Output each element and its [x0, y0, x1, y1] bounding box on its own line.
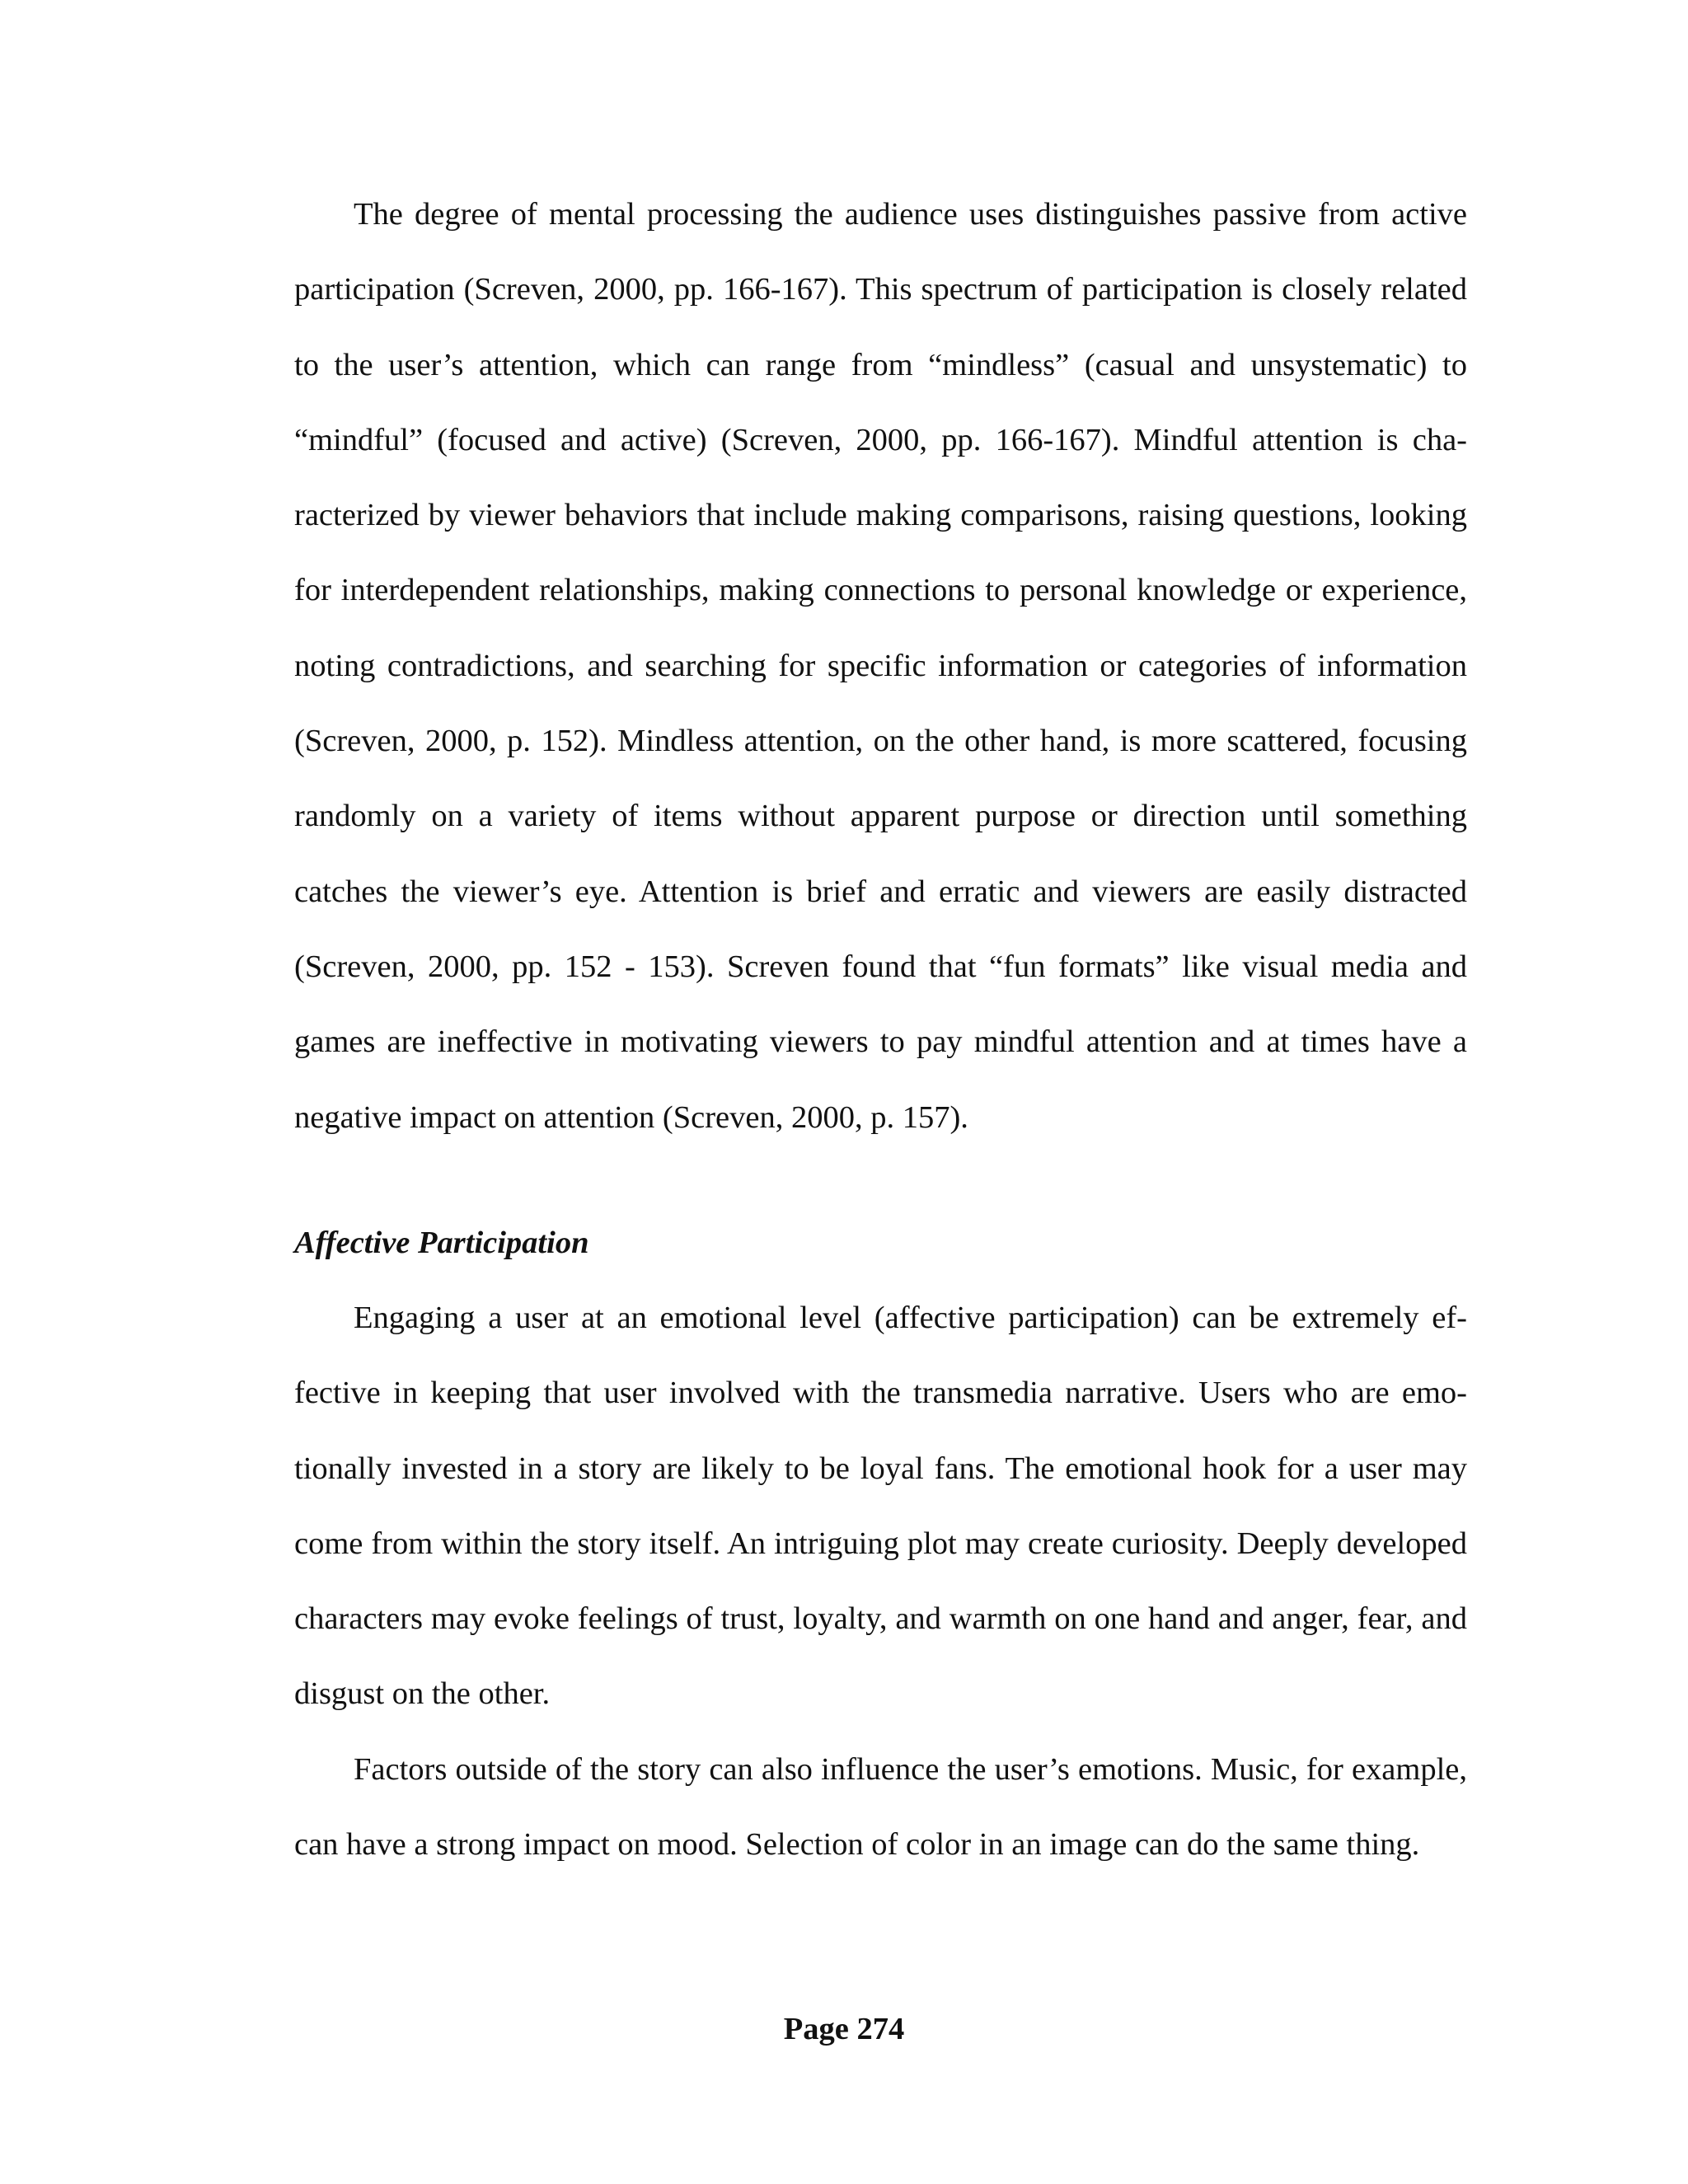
paragraph-external-factors: Factors outside of the story can also influence the user’s emotions. Music, for example, can have a strong impact on mood. Selection of color in an image can do the same thing. — [294, 1751, 1467, 1863]
section-body-attention — [294, 177, 1467, 1155]
section-body-affective — [294, 1281, 1467, 1882]
section-heading: Affective Participation — [294, 1226, 589, 1260]
page-number: Page 274 — [783, 2012, 905, 2046]
paragraph-affective-engagement: Engaging a user at an emotional level (affective participation) can be extremely effective in keeping that user involved with the transmedia narrative. Users who are emotionally invested in a story are likely to be loyal fans. The emotional hook for a user may come from within the story itself. An intriguing plot may create curiosity. Deeply developed characters may evoke feelings of trust, loyalty, and warmth on one hand and anger, fear, and disgust on the other. — [294, 1301, 1467, 1712]
paragraph-attention: The degree of mental processing the audience uses distinguishes passive from active participation (Screven, 2000, pp. 166-167). This spectrum of participation is closely related to the user’s attention, which can range from “mindless” (casual and unsystematic) to “mindful” (focused and active) (Screven, 2000, pp. 166-167). Mindful attention is characterized by viewer behaviors that include making comparisons, raising questions, looking for interdependent relationships, making connections to personal knowledge or experience, noting contradictions, and searching for specific information or categories of information (Screven, 2000, p. 152). Mindless attention, on the other hand, is more scattered, focusing randomly on a variety of items without apparent purpose or direction until something catches the viewer’s eye. Attention is brief and erratic and viewers are easily distracted (Screven, 2000, pp. 152 - 153). Screven found that “fun formats” like visual media and games are ineffective in motivating viewers to pay mindful attention and at times have a negative impact on attention (Screven, 2000, p. 157). — [294, 197, 1467, 1135]
